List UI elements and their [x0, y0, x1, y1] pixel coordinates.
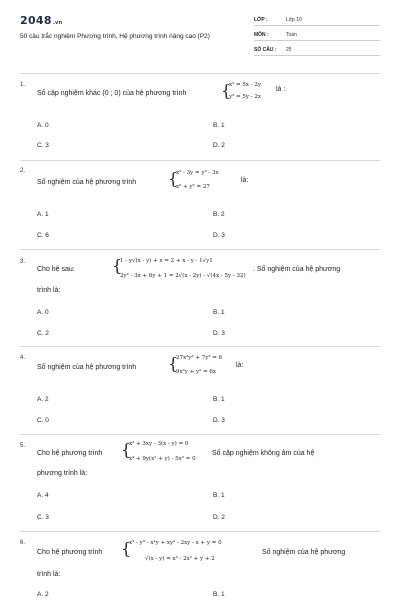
subject-underline: [254, 40, 380, 41]
question-text-suffix: Số cặp nghiệm không âm của hệ: [212, 450, 315, 457]
equation-1: x³ - y³ - x²y + xy² - 2xy - x + y = 0: [129, 540, 222, 546]
system-brace: {: [168, 169, 179, 188]
option-b[interactable]: B. 1: [213, 122, 225, 129]
option-c[interactable]: C. 3: [37, 142, 49, 149]
equation-2: 2y² - 3x + 6y + 1 = 2√(x - 2y) - √(4x - 5y - 32): [120, 273, 246, 279]
system-brace: {: [168, 354, 179, 373]
option-b[interactable]: B. 2: [213, 211, 225, 218]
question-text-line2: trình là:: [37, 571, 61, 578]
option-d[interactable]: D. 3: [213, 417, 225, 424]
equation-1: 27x³y³ + 7y³ = 8: [176, 355, 223, 361]
option-a[interactable]: A. 0: [37, 309, 49, 316]
header-divider: [20, 73, 380, 74]
question-text-suffix: là :: [276, 86, 286, 93]
question-divider: [20, 434, 380, 435]
question-divider: [20, 249, 380, 250]
question-text: Số cặp nghiệm khác (0 ; 0) của hệ phương trình: [37, 90, 187, 97]
question-count-label: SỐ CÂU :: [254, 47, 277, 53]
option-b[interactable]: B. 1: [213, 309, 225, 316]
option-c[interactable]: C. 0: [37, 417, 49, 424]
option-a[interactable]: A. 1: [37, 211, 49, 218]
equation-1: x³ - 3y = y³ - 3x: [176, 170, 219, 176]
question-number: 2.: [20, 168, 26, 174]
question-divider: [20, 531, 380, 532]
equation-2: 9x²y + y² = 6x: [176, 369, 217, 375]
equation-2: √(x - y) = x³ - 2x² + y + 2: [145, 556, 215, 562]
logo-text: 2048: [20, 14, 52, 27]
option-d[interactable]: D. 2: [213, 142, 225, 149]
question-text: Cho hệ phương trình: [37, 450, 103, 457]
question-text-suffix: là:: [236, 362, 244, 369]
option-b[interactable]: B. 1: [213, 492, 225, 499]
question-text-suffix: Số nghiệm của hệ phương: [262, 549, 346, 556]
option-d[interactable]: D. 2: [213, 514, 225, 521]
equation-2: y² = 5y - 2x: [229, 94, 261, 100]
question-count-value: 25: [286, 47, 292, 53]
option-a[interactable]: A. 2: [37, 591, 49, 598]
question-divider: [20, 346, 380, 347]
question-number: 6.: [20, 540, 26, 546]
grade-value: Lớp 10: [286, 17, 302, 23]
question-text: Cho hệ phương trình: [37, 549, 103, 556]
option-b[interactable]: B. 1: [213, 396, 225, 403]
system-brace: {: [112, 256, 123, 275]
question-text-line2: trình là:: [37, 287, 61, 294]
question-text-suffix: . Số nghiệm của hệ phương: [253, 266, 341, 273]
question-divider: [20, 160, 380, 161]
equation-1: x² = 5x - 2y: [229, 82, 261, 88]
subject-value: Toán: [286, 32, 297, 38]
question-text-line2: phương trình là:: [37, 470, 88, 477]
option-d[interactable]: D. 3: [213, 330, 225, 337]
option-b[interactable]: B. 1: [213, 591, 225, 598]
equation-1: x² + 3xy - 3(x - y) = 0: [129, 441, 189, 447]
grade-label: LỚP :: [254, 17, 268, 23]
option-c[interactable]: C. 6: [37, 232, 49, 239]
question-text: Cho hệ sau:: [37, 266, 75, 273]
question-text: Số nghiệm của hệ phương trình: [37, 364, 137, 371]
option-a[interactable]: A. 4: [37, 492, 49, 499]
logo-suffix: .vn: [52, 20, 63, 26]
question-count-underline: [254, 55, 380, 56]
option-a[interactable]: A. 2: [37, 396, 49, 403]
equation-2: x⁶ + y⁶ = 27: [176, 184, 210, 190]
equation-2: x⁴ + 9y(x² + y) - 5x² = 0: [129, 456, 196, 462]
document-title: 50 câu trắc nghiệm Phương trình, Hệ phương trình nâng cao (P2): [20, 33, 210, 40]
option-c[interactable]: C. 2: [37, 330, 49, 337]
system-brace: {: [121, 539, 132, 558]
option-d[interactable]: D. 3: [213, 232, 225, 239]
equation-1: 1 - y√(x - y) + x = 2 + x - y - 1√y1: [120, 258, 213, 264]
option-a[interactable]: A. 0: [37, 122, 49, 129]
question-number: 5.: [20, 443, 26, 449]
option-c[interactable]: C. 3: [37, 514, 49, 521]
system-brace: {: [121, 440, 132, 459]
site-logo[interactable]: [20, 14, 62, 27]
question-text: Số nghiệm của hệ phương trình: [37, 179, 137, 186]
question-number: 1.: [20, 82, 26, 88]
question-number: 3.: [20, 259, 26, 265]
question-number: 4.: [20, 355, 26, 361]
system-brace: {: [221, 81, 232, 100]
grade-underline: [254, 25, 380, 26]
subject-label: MÔN :: [254, 32, 269, 38]
question-text-suffix: là:: [241, 177, 249, 184]
